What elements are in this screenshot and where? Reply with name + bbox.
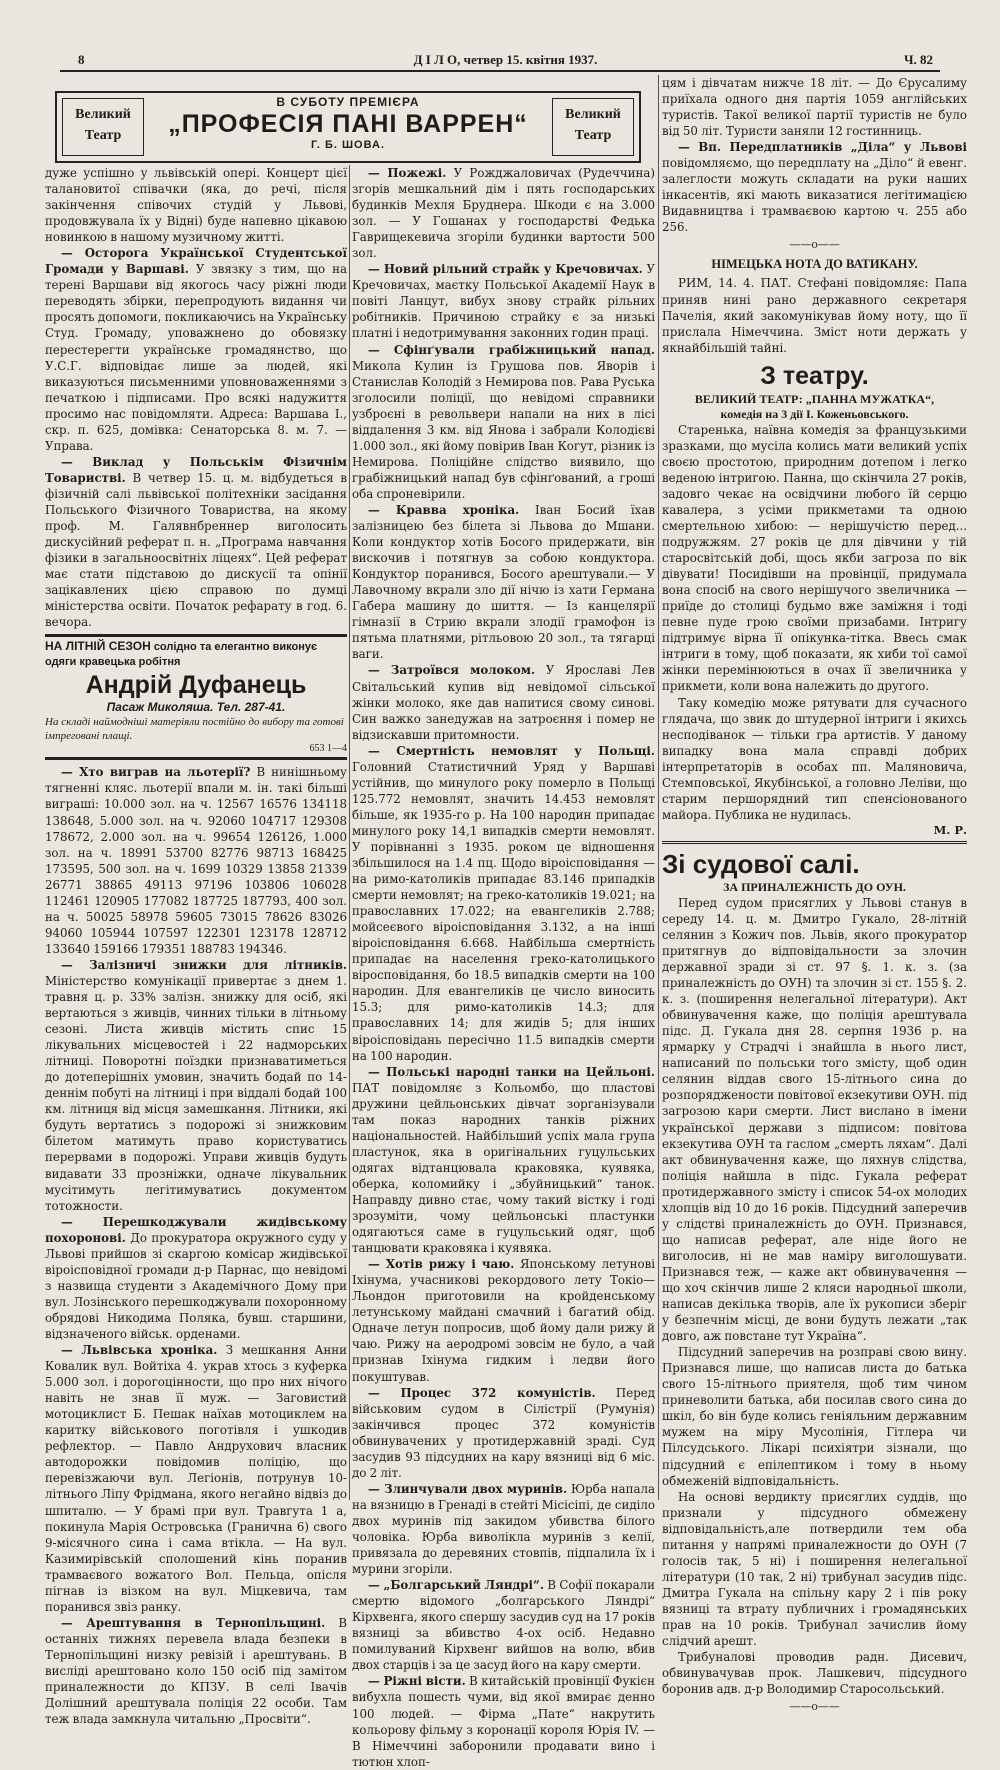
court-article-body: Перед судом присяглих у Львові станув в середу 14. ц. м. Дмитро Гукало, 28-літній селянин з Кожич пов. Львів, якого прокуратор притягнув до відповідальности за злочин державної зради зі ст. 97 §. 1. к. з. (за приналежність до ОУН) та злочин зі ст. 155 §. 2. к. з. (поширення нелегальної літератури). Акт обвинувачення каже, що поліція арештувала підс. Д. Гукала дня 28. серпня 1936 р. на ярмарку у Страдчі і знайшла в нього лист, написаний по польськи того змісту, щоб один селянин віддав свого 15-літнього сина до розпоряджености повітової екзекутиви ОУН. під загрозою кари смерти. Лист вислано в імени української держави з підписом: повітова екзекутива ОУН та гаслом „смерть ляхам“. Далі акт обвинувачення каже, що ляхнув слідства, поліція найшла в підс. Гукала реферат протидержавного змісту і список 54-ох молодих хлопців від 10 до 16 років. Підсудний заперечив у слідстві приналежність до ОУН. Признався, що написав реферат, але ніде його не виголосив, ні не мав наміру виголошувати. Признався теж, — каже акт обвинувачення — що хоч скінчив лише 2 кляси народньої школи, написав декілька творів, але їх рукописи зберіг у безпечнім місці, де вони будуть лежати „так довго, аж повстане тут Україна“. (662, 895, 967, 1344)
article-various-news (352, 1673, 655, 1769)
theatre-word: Театр (574, 128, 612, 143)
ad-service: солідно та елегантно виконує одяги кравецька робітня (45, 641, 318, 669)
article-body: В нинішньому тягненні кляс. льотерії впали м. ін. такі більші виграші: 10.000 зол. на ч. 12567 16576 134118 138648, 5.000 зол. на ч. 92060 104717 129308 178672, 2.000 зол. на ч. 99654 126126, 1.000 зол. на ч. 18991 53700 82776 98713 168425 173595, 500 зол. на ч. 1699 10329 13858 21339 26771 38865 49113 97196 103806 106028 112461 120905 177082 187725 187793, 400 зол. на ч. 50025 58978 59605 73015 78626 83026 94060 105944 107597 122301 123178 128712 133640 159166 179351 188783 194346. (45, 765, 347, 956)
article-lynching (352, 1481, 655, 1577)
ad-address: Пасаж Миколяша. Тел. 287-41. (106, 700, 286, 715)
theatre-review-subtitle: комедія на 3 дії І. Коженьовського. (720, 406, 909, 421)
article-railway-discounts (45, 957, 347, 1214)
article-headline: — Сфінґували грабіжницький напад. (368, 342, 655, 357)
theatre-name-left (62, 98, 144, 156)
premiere-announcement (151, 95, 545, 151)
article-body: В китайській провінції Фукієн вибухла пошесть чуми, від якої вмирає денно 100 людей. — Фірма „Пате“ накрутить кольорову фільму з коронації короля Юрія IV. — В Німеччині заборонили продавати вино і тютюн хлоп- (352, 1674, 655, 1769)
article-body: В четвер 15. ц. м. відбудеться в фізичній салі львівської політехніки засідання Польського Фізичного Товариства, на якому проф. М. Галявнбреннер виголосить дискусійний реферат п. н. „Програма навчання фізики в загальноосвітніх ліцеях“. Цей реферат має стати підставою до дискусії та опінії зацікавлених цією справою по думці міністерства освіти. Початок рефарату в год. 6. вечора. (45, 470, 347, 630)
masthead-date: Д І Л О, четвер 15. квітня 1937. (413, 52, 598, 67)
article-continuation: дуже успішно у львівській опері. Концерт цієї талановитої співачки (яка, до речі, після закінчення співочих студій у Львові, продовжувала їх у Відні) буде напевно цікавою новинкою в нашому музичному житті. (45, 166, 347, 245)
vatican-note-headline: НІМЕЦЬКА НОТА ДО ВАТИКАНУ. (711, 257, 918, 272)
court-article-title: ЗА ПРИНАЛЕЖНІСТЬ ДО ОУН. (723, 879, 906, 894)
article-headline: — Перешкоджували жидівському похоронові. (45, 1214, 347, 1245)
theatre-review-title: ВЕЛИКИЙ ТЕАТР: „ПАННА МУЖАТКА“, (694, 391, 935, 406)
ad-note: На складі наймодніші матеріяли постійно до вибору та готові імпреговані плащі. (45, 716, 344, 743)
article-body: В останніх тижнях перевела влада безпеки в Тернопільщині низку ревізій і арештувань. В висліді арештовано коло 150 осіб під замітом приналежности до КПЗУ. В селі Івачів Долішний арештувала поліція 22 особи. Там теж влада замкнула читальню „Просвіти“. (45, 1615, 347, 1727)
article-headline: — Смертність немовлят у Польщі. (368, 743, 655, 758)
article-body: Іван Босий їхав залізницею без білета зі Львова до Мшани. Коли кондуктор хотів Босого придержати, він вискочив і потягнув за собою кондуктора. Кондуктор поранився, Босого арештували.— У Лавочному вкрали зло дії нічю із хати Германа Габера машину до шиття. — Із канцелярії гімназії в Стрию вкрали злодії грамофон із пятьма платнями, рітльовою 20 зол., та тягарці ваги. (352, 502, 655, 662)
article-body: До прокуратора окружного суду у Львові прийшов зі скаргою комісар жидівської віроісповідної громади д-р Парнас, що невідомі з назвища студенти з Академічного Дому при вул. Лозінського перешкоджували похоронному обрядові Никодима Поляка, бувш. старшини, відзначеного військ. орденами. (45, 1230, 347, 1341)
article-continuation: цям і дівчатам нижче 18 літ. — До Єрусалиму приїхала одного дня партія 1059 англійських туристів. Такої великої партії туристів не було від 50 літ. Туристи заняли 12 гостинниць. (662, 76, 967, 139)
article-headline: — Осторога Української Студентської Громади у Варшаві. (45, 246, 347, 277)
article-body: У Ярославі Лев Світальський купив від невідомої сільської жінки молоко, яке дав напитися свому синові. Син важко занедужав на затроєння і помер не відзискавши притомности. (352, 663, 655, 742)
article-strike (352, 261, 655, 341)
article-headline: — Хто виграв на льотерії? (61, 765, 251, 780)
article-body: Міністерство комунікації привертає з днем 1. травня ц. р. 33% залізн. знижку для осіб, які вертаються з живців, чинних тільки в літньому сезоні. Листа живців містить спис 15 лікувальних місцевостей і 22 надморських літниці. Поворотні поїздки признаватиметься до дотеперішніх умовин, значить бодай по 14-деннім побуті на літниці і при віддалі бодай 100 км. літниця від місця замешкання. Літники, які будуть вертатись з подорожі зі знижковим білетом матимуть право користуватись перервами в подорожі. Управи живців будуть видавати 33 прозніжки, одначе лікувальник мусітимуть легітимуватись документом тотожности. (45, 973, 347, 1213)
article-body: ПАТ повідомляє з Кольомбо, що пластові дружини цейльонських дівчат зорганізували там показ народних танків ріжних національностей. Найбільший успіх мала група пластунок, яка в оригінальних гуцульських одягах відтанцювала краковяка, куявяка, оберка, коломийку і „збуйницький“ танок. Направду дивно стає, чому такий вістку і годі зрозуміти, чому цейльонські пластунки одягаються саме в гуцульський одяг, щоб танцювати краковяка і куявяка. (352, 1080, 655, 1256)
article-lottery (45, 764, 347, 957)
article-body: Головний Статистичний Уряд у Варшаві устійнив, що минулого року померло в Польщі 125.772 немовлят, значить 14.453 немовлят більше, як 1935-го р. На 100 народин припадає минулого року 14,1 випадків смерти немовлят. У порівнанні з 1935. роком це відношення збільшилося на 1.4 пц. Щодо віроісповідання — на римо-католиків припадає 83.146 припадків смерти немовлят; на греко-католиків 19.021; на православних 17.022; на евангеликів 2.788; мойсеєвого віроісповідання 3.132, а на інші віроісповідання 6.668. Найбільша смертність припадає на населення греко-католицького віросповідання, бо 18.5 випадків смерти на 100 народин. Для евангеликів це число виносить 15.3; для римо-католиків 14.3; для православних 14; для жидів 5; для інших віроісповідань пересічно 11.5 випадків смерти на 100 народин. (352, 759, 655, 1063)
article-headline: — Польські народні танки на Цейльоні. (368, 1064, 655, 1079)
article-fires (352, 165, 655, 261)
section-rule (662, 841, 967, 844)
tailor-advertisement (45, 634, 347, 760)
court-article-body: Трибуналові проводив радн. Дисевич, обвинувачував прок. Лашкевич, підсудного боронив адв. д-р Володимир Старосольський. (662, 1650, 967, 1697)
article-body: У Кречовичах, маєтку Польської Академії Наук в повіті Ланцут, вибух знову страйк рільних робітників. Причиною страйку є за низькі платні і недотримування законних годин праці. (352, 262, 656, 341)
article-body: В Софії покарали смертю відомого „болгарського Ляндрі“ Кірхвенга, якого спершу засудив суд на 17 років вязниці за вбивство 4-ох осіб. Недавно помилуваний Кірхвенг вийшов на волю, вбив двох старців і за це засуд його на кару смерти. (352, 1578, 655, 1673)
article-body: У Рожджаловичах (Рудеччина) згорів мешкальний дім і пять господарських будинків Мехля Бруднера. Шкоди є на 3.000 зол. — У Гошанах у господарстві Федька Гаврищекевича згоріли будинки вартости 500 зол. (352, 166, 655, 261)
article-headline: — Затроївся молоком. (368, 663, 536, 678)
article-headline: — Хотів рижу і чаю. (368, 1257, 515, 1272)
review-signature: М. Р. (933, 822, 967, 837)
article-headline: — Вп. Передплатників „Діла“ у Львові (678, 140, 967, 155)
vatican-note-body: РИМ, 14. 4. ПАТ. Стефані повідомляє: Папа приняв нині рано державного секретаря Пачелія, який закомунікував йому ноту, що її прислала Німеччина. Зміст ноти держать у якнайбільшій тайні. (662, 276, 967, 355)
article-headline: — Ріжні вісти. (368, 1674, 466, 1689)
theatre-review-body: Старенька, наївна комедія за французькими зразками, що мусіла колись мати великий успіх своєю простотою, природним дотепом і легко веденою інтригою. Панна, що скінчила 27 років, задовго чекає на освідчини любого їй серцю кавалера, з усіми прикметами та одною смертельною хибою: — нерішучістю перед... подружжям. 27 років це для дівчини у тій старосвітській добі, щось якби загроза по вік дівувати! Посидівши на провінції, придумала вона спосіб на свого нерішучого звеличника — приїде до столиці будьмо вже заміжня і тоді певне пуде грою своїми призабами. Інтригу підтримує вірна її опікунка-тітка. Ввесь смак інтриги в тому, щоб показати, як хиби тої самої жінки перемінюються в очах її звеличника у прикмети, коли вона належить до другого. (662, 422, 967, 694)
theatre-word: Великий (75, 107, 131, 122)
article-physics-lecture (45, 454, 347, 631)
column-3 (662, 75, 967, 1714)
theatre-review-body: Таку комедію може рятувати для сучасного глядача, що звик до штудерної інтриги і якихсь несподіванок — тільки гра артистів. У даному випадку вона мала справді добрих інтерпретаторів в особах пп. Маляновича, Стемповської, Якубінської, а головно Леліви, що старим першорядний тип спенсіонованого майора. Публика не нудилась. (662, 695, 967, 822)
article-funeral (45, 1214, 347, 1342)
article-rice-and-tea (352, 1256, 655, 1384)
court-article-body: На основі вердикту присяглих суддів, що признали у підсудного обмежену відповідальність,але потвердили тем оба питання у напрямі приналежности до ОУН (7 голосів так, 5 ні) і поширення нелегальної літератури (10 так, 2 ні) трибунал засудив підс. Дмитра Гукала на спільну кару 2 і пів року вязниці та втрату публичних і громадянських прав на 10 років. Трибунал зачислив йому слідчий арешт. (662, 1489, 967, 1649)
ad-season: НА ЛІТНІЙ СЕЗОН (45, 639, 151, 654)
article-headline: — Кравва хроніка. (368, 502, 520, 517)
separator: ——о—— (789, 238, 840, 252)
ad-code: 653 1—4 (309, 743, 347, 755)
article-infant-mortality (352, 743, 655, 1064)
article-headline: — Новий рільний страйк у Кречовичах. (368, 262, 643, 277)
theatre-name-right (552, 98, 634, 156)
article-fake-robbery (352, 342, 655, 502)
article-headline: — Залізничі знижки для літників. (61, 957, 347, 972)
article-headline: — Львівська хроніка. (61, 1343, 218, 1358)
play-author: Г. Б. ШОВА. (311, 139, 385, 151)
article-body: Юрба напала на вязницю в Гренаді в стейті Місісіпі, де сиділо двох муринів під закидом убивства білого чоловіка. Юрба виволікла муринів з келії, привязала до деревяних стовпів, підпалила їх і мурини згоріли. (352, 1481, 656, 1577)
article-regional-chronicle (352, 502, 655, 662)
play-title: „ПРОФЕСІЯ ПАНІ ВАРРЕН“ (168, 110, 528, 138)
article-headline: — „Болгарський Ляндрі“. (368, 1578, 544, 1593)
article-ternopil-arrests (45, 1615, 347, 1727)
article-body: З мешкання Анни Ковалик вул. Войтіха 4. украв хтось з куферка 5.000 зол. і дорогоцінности, що про них нічого навіть не знав її муж. — Заговистий мотоциклист Б. Пешак наїхав мотоциклем на каритку військового поготівля і ушкодив рефлектор. — Павло Андрухович власник автодорожки повідомив поліцію, що перевізжаючи вул. Легіонів, потрунув 10-літнього Ліпу Фрідмана, якого негайно відвіз до шпиталю. — У брамі при вул. Травгута 1 а, покинула Марія Островська (Гранична 6) свого 9-місячного сина і сама втікла. — На вул. Казимирівській сполошений кінь поранив трамваєвого вожатого Вол. Пельца, опісля пігнав із візком на вул. Міцкевича, там поранився звіз ранку. (45, 1343, 348, 1614)
article-ceylon-dances (352, 1064, 655, 1257)
issue-number: Ч. 82 (903, 52, 933, 67)
ad-company-name: Андрій Дуфанець (85, 671, 307, 700)
premiere-label: В СУБОТУ ПРЕМІЄРА (276, 95, 420, 109)
article-headline: — Процес 372 комуністів. (368, 1385, 596, 1400)
article-body: У звязку з тим, що на терені Варшави від якогось часу ріжні люди переводять збірки, перепродують видання чи просять допомоги, покликаючись на Українську Студ. Громаду, уповажнено до обовязку перестерегти українське громадянство, що У.С.Г. відповідає лише за людей, які виказуються письменними уповноваженнями з печаткою і підписами. Про всякі надужиття просимо нас повідомляти. Адреса: Варшава І., скр. п. 625, домівка: Сенаторська 8. м. 7. — Управа. (45, 262, 347, 453)
article-communist-trial (352, 1385, 655, 1481)
article-headline: — Пожежі. (368, 166, 447, 180)
article-body: Перед військовим судом в Сілістрії (Румунія) закінчився процес 372 комуністів обвинувачених у протидержавній зраді. Суд засудив 93 підсудних на кару вязниці від 6 міс. до 2 літ. (352, 1385, 655, 1480)
theatre-section-title: З театру. (760, 361, 869, 390)
article-headline: — Арештування в Тернопільщині. (61, 1615, 326, 1630)
separator: ——о—— (789, 1700, 840, 1714)
article-subscribers (662, 139, 967, 235)
article-headline: — Злинчували двох муринів. (368, 1481, 568, 1496)
ad-tagline (45, 639, 347, 670)
article-lviv-chronicle (45, 1342, 347, 1615)
header-rule (60, 70, 940, 72)
theatre-word: Театр (84, 128, 122, 143)
article-student-warning (45, 245, 347, 454)
running-head (78, 52, 933, 70)
page-number: 8 (78, 52, 85, 67)
article-headline: — Виклад у Польськім Фізичнім Товаристві. (45, 454, 347, 485)
article-body: Микола Кулин із Грушова пов. Яворів і Станислав Колодій з Немирова пов. Рава Руська зголосили поліції, що невідомі справники узброєні в револьвери напали на них в лісі віддалення 3 км. від Янова і забрали Колодієві 1.000 зол., які йому повірив Іван Когут, різник із Немирова. Поліційне слідство виявило, що грабіжницький напад був сфінґований, а гроші оба спроневірили. (352, 358, 655, 501)
theatre-premiere-ad (55, 91, 641, 163)
court-article-body: Підсудний заперечив на розправі свою вину. Признався лише, що написав листа до батька свого 15-літнього приятеля, щоб тим чином приневолити батька, аби посилав свого сина до шкіл, бо він буде колись геніяльним державним мужем на міру Мусолінія, Гітлера чи Пілсудського. Лікарі психіятри зізнали, що підсудний є епілептиком і тому в ньому обмеженій відповідальність. (662, 1345, 967, 1488)
column-rule (658, 75, 659, 1500)
court-section-title: Зі судової салі. (662, 848, 860, 879)
column-2 (352, 165, 656, 1769)
article-milk-poisoning (352, 662, 655, 742)
column-rule (349, 165, 350, 1500)
article-bulgarian-landru (352, 1577, 655, 1673)
article-body: повідомляємо, що передплату на „Діло“ й евенг. залеглости можуть складати на руки наших інкасентів, які мають виказатися легітимацією Видавництва і трамваєвою картою ч. 255 або 256. (662, 156, 967, 235)
theatre-word: Великий (565, 107, 621, 122)
article-body: Японському летунові Іхінума, учасникові рекордового лету Токіо—Льондон приготовили на кройденському летунському майдані смачний і багатий обід. Одначе летун попросив, щоб йому дали рижу й чаю. Рижу на аеродромі зовсім не було, а чай признав Іхінума гидким і ледви його покуштував. (352, 1257, 655, 1384)
column-1 (45, 165, 348, 1727)
